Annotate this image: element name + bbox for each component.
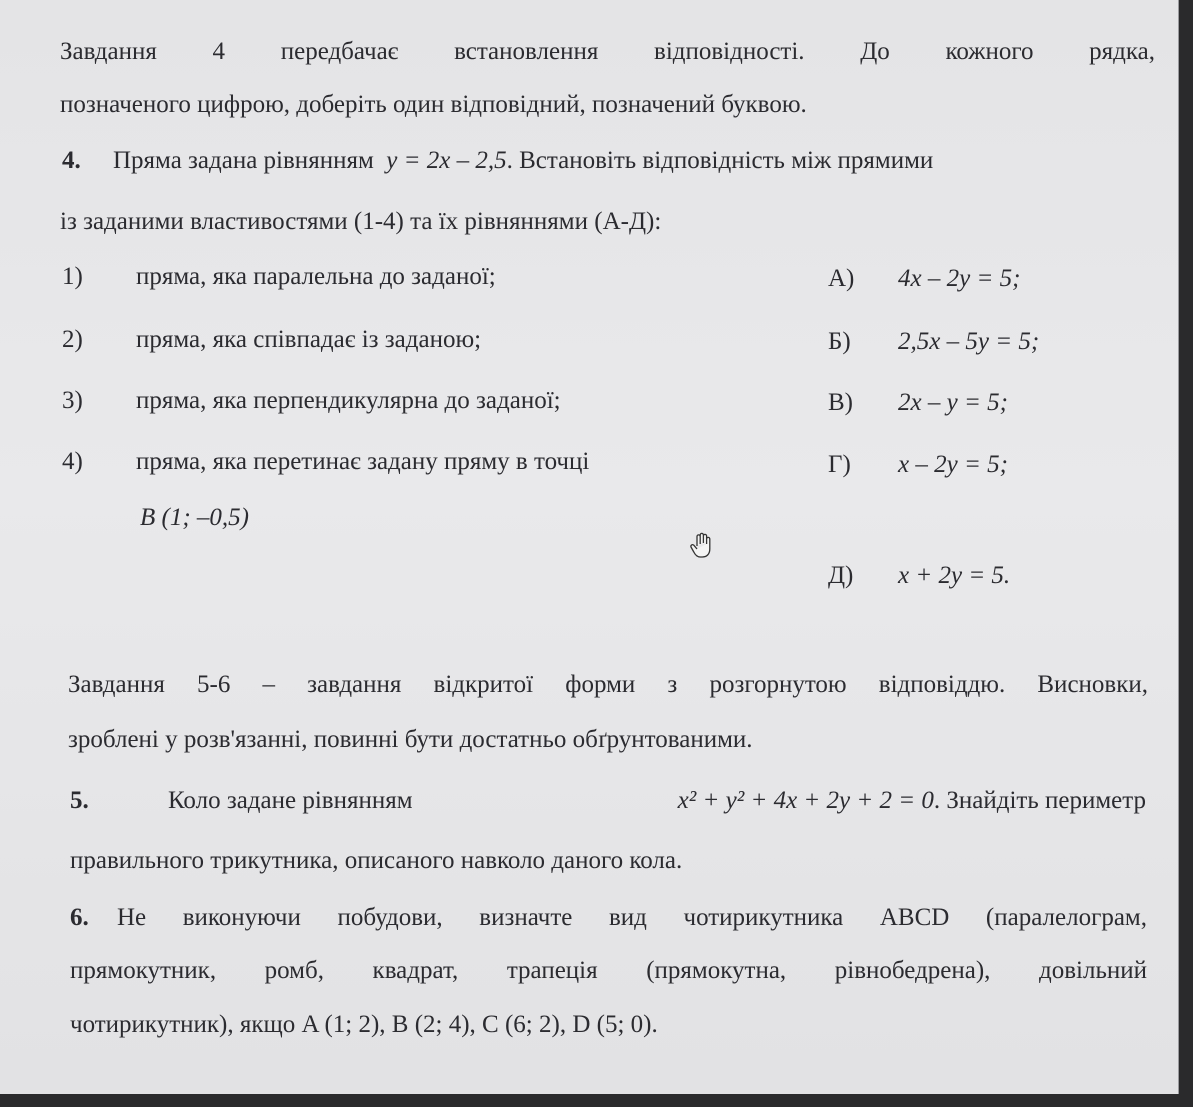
task4-intro-line1: Завдання 4 передбачає встановлення відповідності. До кожного рядка, [60, 38, 1155, 65]
option-v-letter: В) [828, 389, 853, 416]
task5-equation-wrap [678, 786, 1146, 816]
task4-intro-line2: позначеного цифрою, доберіть один відповідний, позначений буквою. [60, 91, 807, 118]
item-3-number: 3) [62, 387, 83, 414]
task5-text-a: Коло задане рівнянням [168, 787, 413, 814]
item-1-text: пряма, яка паралельна до заданої; [136, 263, 496, 290]
item-2-number: 2) [62, 326, 83, 353]
option-b-equation: 2,5x – 5y = 5; [898, 328, 1040, 355]
item-1-number: 1) [62, 263, 83, 290]
task5-statement-line1 [168, 786, 1146, 816]
item-3-text: пряма, яка перпендикулярна до заданої; [136, 387, 561, 414]
option-b-letter: Б) [828, 328, 851, 355]
item-4-number: 4) [62, 448, 83, 475]
option-v-equation: 2x – y = 5; [898, 389, 1008, 416]
task4-equation: y = 2x – 2,5 [386, 147, 507, 174]
task5-statement-line2: правильного трикутника, описаного навколо даного кола. [70, 847, 683, 874]
task4-statement-line2: із заданими властивостями (1-4) та їх рівняннями (А-Д): [60, 208, 662, 235]
task56-intro-line1: Завдання 5-6 – завдання відкритої форми з розгорнутою відповіддю. Висновки, [68, 671, 1148, 698]
hand-cursor-icon [688, 532, 714, 560]
task4-number: 4. [62, 147, 81, 174]
item-4-point: B (1; –0,5) [140, 504, 249, 531]
task4-text-b: . Встановіть відповідність між прямими [506, 147, 934, 174]
option-g-letter: Г) [828, 451, 851, 478]
option-a-letter: А) [828, 265, 855, 292]
task6-line3: чотирикутник), якщо A (1; 2), B (2; 4), C (6; 2), D (5; 0). [70, 1011, 658, 1038]
option-d-letter: Д) [828, 562, 854, 589]
task6-line1: Не виконуючи побудови, визначте вид чотирикутника ABCD (паралелограм, [117, 904, 1147, 931]
item-2-text: пряма, яка співпадає із заданою; [136, 326, 482, 353]
task5-equation: x² + y² + 4x + 2y + 2 = 0 [677, 787, 934, 814]
task5-number: 5. [70, 787, 89, 814]
task4-statement-line1 [113, 146, 933, 176]
task56-intro-line2: зроблені у розв'язанні, повинні бути достатньо обґрунтованими. [68, 726, 753, 753]
option-g-equation: x – 2y = 5; [898, 451, 1008, 478]
task6-number: 6. [70, 904, 89, 931]
task4-text-a: Пряма задана рівнянням [113, 147, 374, 174]
task6-line2: прямокутник, ромб, квадрат, трапеція (прямокутна, рівнобедрена), довільний [70, 957, 1147, 984]
item-4-text: пряма, яка перетинає задану пряму в точці [136, 448, 590, 475]
option-a-equation: 4x – 2y = 5; [898, 265, 1021, 292]
option-d-equation: x + 2y = 5. [898, 562, 1011, 589]
task5-text-b: . Знайдіть периметр [933, 787, 1146, 814]
